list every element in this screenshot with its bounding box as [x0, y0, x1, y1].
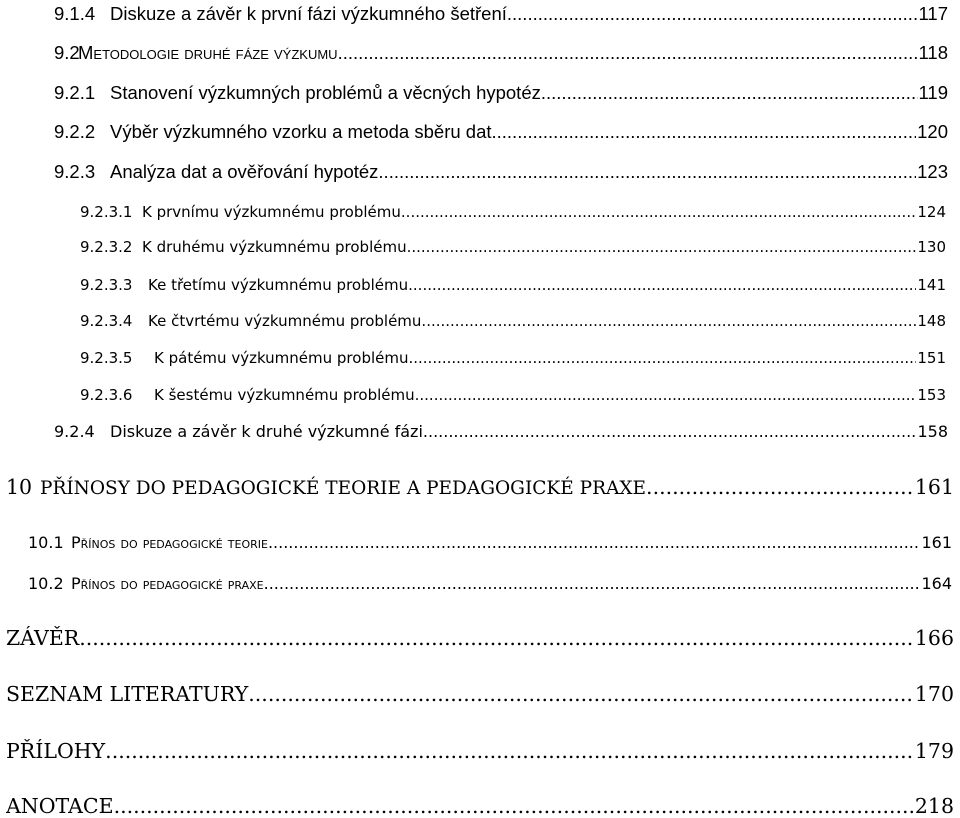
- toc-title: ANOTACE: [6, 794, 114, 818]
- toc-number: 9.2.3.1: [80, 203, 133, 221]
- toc-leader: [264, 574, 921, 593]
- toc-page-number: 141: [917, 276, 946, 294]
- toc-page-number: 170: [914, 682, 954, 706]
- toc-leader: [408, 349, 916, 367]
- toc-entry-9-2-2[interactable]: [54, 121, 948, 143]
- toc-leader: [415, 386, 917, 404]
- toc-page-number: 161: [914, 475, 954, 499]
- toc-entry-9-2-3-5[interactable]: [80, 349, 946, 367]
- toc-number: 9.2.2: [54, 121, 96, 142]
- toc-leader: [646, 475, 914, 499]
- toc-leader: [105, 739, 914, 763]
- toc-page-number: 166: [914, 626, 954, 650]
- toc-number: 9.2.1: [54, 82, 96, 103]
- toc-entry-9-1-4[interactable]: [54, 3, 948, 25]
- toc-number: 9.2.3: [54, 161, 96, 182]
- toc-title: Stanovení výzkumných problémů a věcných hypotéz: [110, 82, 541, 103]
- toc-title: K druhému výzkumnému problému: [142, 238, 407, 256]
- toc-entry-prilohy[interactable]: [6, 739, 954, 763]
- toc-number: 10: [6, 475, 33, 499]
- toc-leader: [338, 42, 918, 64]
- toc-number: 9.1.4: [54, 3, 96, 24]
- toc-title: K šestému výzkumnému problému: [154, 386, 415, 404]
- toc-page-number: 218: [914, 794, 954, 818]
- toc-entry-10[interactable]: [6, 475, 954, 499]
- toc-number: 9.2.3.2: [80, 238, 133, 256]
- toc-page-number: 158: [917, 422, 948, 441]
- toc-title: K prvnímu výzkumnému problému: [142, 203, 401, 221]
- toc-page-number: 130: [917, 238, 946, 256]
- toc-leader: [401, 203, 916, 221]
- toc-entry-9-2-1[interactable]: [54, 82, 948, 104]
- toc-title: PŘÍLOHY: [6, 739, 106, 763]
- toc-leader: [114, 794, 914, 818]
- toc-leader: [79, 626, 914, 650]
- toc-leader: [492, 121, 917, 143]
- toc-page-number: 124: [917, 203, 946, 221]
- toc-title: ZÁVĚR: [6, 626, 80, 650]
- toc-number: 9.2.4: [54, 422, 95, 441]
- toc-title: PŘÍNOSY DO PEDAGOGICKÉ TEORIE A PEDAGOGICKÉ PRAXE: [40, 478, 647, 499]
- toc-entry-9-2-3[interactable]: [54, 161, 948, 183]
- toc-page-number: 120: [917, 121, 948, 142]
- toc-entry-10-1[interactable]: [28, 533, 952, 552]
- toc-title: Metodologie druhé fáze výzkumu: [78, 42, 338, 63]
- toc-title: SEZNAM LITERATURY: [6, 682, 249, 706]
- toc-page-number: 148: [917, 312, 946, 330]
- toc-title: Diskuze a závěr k první fázi výzkumného šetření: [110, 3, 507, 24]
- toc-entry-9-2[interactable]: [54, 42, 948, 64]
- toc-page-number: 161: [921, 533, 952, 552]
- toc-number: 9.2.3.3: [80, 276, 133, 294]
- toc-leader: [507, 3, 918, 25]
- toc-title: K pátému výzkumnému problému: [154, 349, 409, 367]
- toc-page-number: 117: [918, 3, 948, 24]
- toc-leader: [407, 238, 917, 256]
- toc-entry-anotace[interactable]: [6, 794, 954, 818]
- toc-page-number: 151: [917, 349, 946, 367]
- toc-number: 9.2.3.4: [80, 312, 133, 330]
- toc-title: Ke čtvrtému výzkumnému problému: [148, 312, 422, 330]
- toc-entry-zaver[interactable]: [6, 626, 954, 650]
- toc-entry-seznam-literatury[interactable]: [6, 682, 954, 706]
- toc-title: Přínos do pedagogické praxe: [71, 574, 264, 593]
- toc-title: Diskuze a závěr k druhé výzkumné fázi: [110, 422, 423, 441]
- toc-page-number: 153: [917, 386, 946, 404]
- toc-leader: [541, 82, 918, 104]
- toc-number: 10.2: [28, 574, 64, 593]
- toc-title: Přínos do pedagogické teorie: [71, 533, 268, 552]
- toc-number: 10.1: [28, 533, 64, 552]
- toc-title: Ke třetímu výzkumnému problému: [148, 276, 409, 294]
- toc-title: Analýza dat a ověřování hypotéz: [110, 161, 379, 182]
- toc-number: 9.2.3.6: [80, 386, 133, 404]
- toc-page-number: 118: [918, 42, 948, 63]
- toc-page-number: 164: [921, 574, 952, 593]
- toc-number: 9.2.3.5: [80, 349, 133, 367]
- toc-leader: [378, 161, 916, 183]
- toc-page-number: 119: [918, 82, 948, 103]
- toc-leader: [421, 312, 916, 330]
- toc-page-number: 123: [917, 161, 948, 182]
- toc-title: Výběr výzkumného vzorku a metoda sběru dat: [110, 121, 492, 142]
- toc-leader: [408, 276, 916, 294]
- toc-entry-9-2-3-1[interactable]: [80, 203, 946, 221]
- toc-entry-9-2-3-3[interactable]: [80, 276, 946, 294]
- toc-number: 9.2: [54, 42, 80, 63]
- toc-leader: [423, 422, 917, 441]
- toc-entry-9-2-3-6[interactable]: [80, 386, 946, 404]
- toc-entry-9-2-3-2[interactable]: [80, 238, 946, 256]
- toc-entry-9-2-3-4[interactable]: [80, 312, 946, 330]
- toc-entry-9-2-4[interactable]: [54, 422, 948, 441]
- toc-page-number: 179: [914, 739, 954, 763]
- toc-entry-10-2[interactable]: [28, 574, 952, 593]
- toc-leader: [248, 682, 914, 706]
- toc-leader: [268, 533, 921, 552]
